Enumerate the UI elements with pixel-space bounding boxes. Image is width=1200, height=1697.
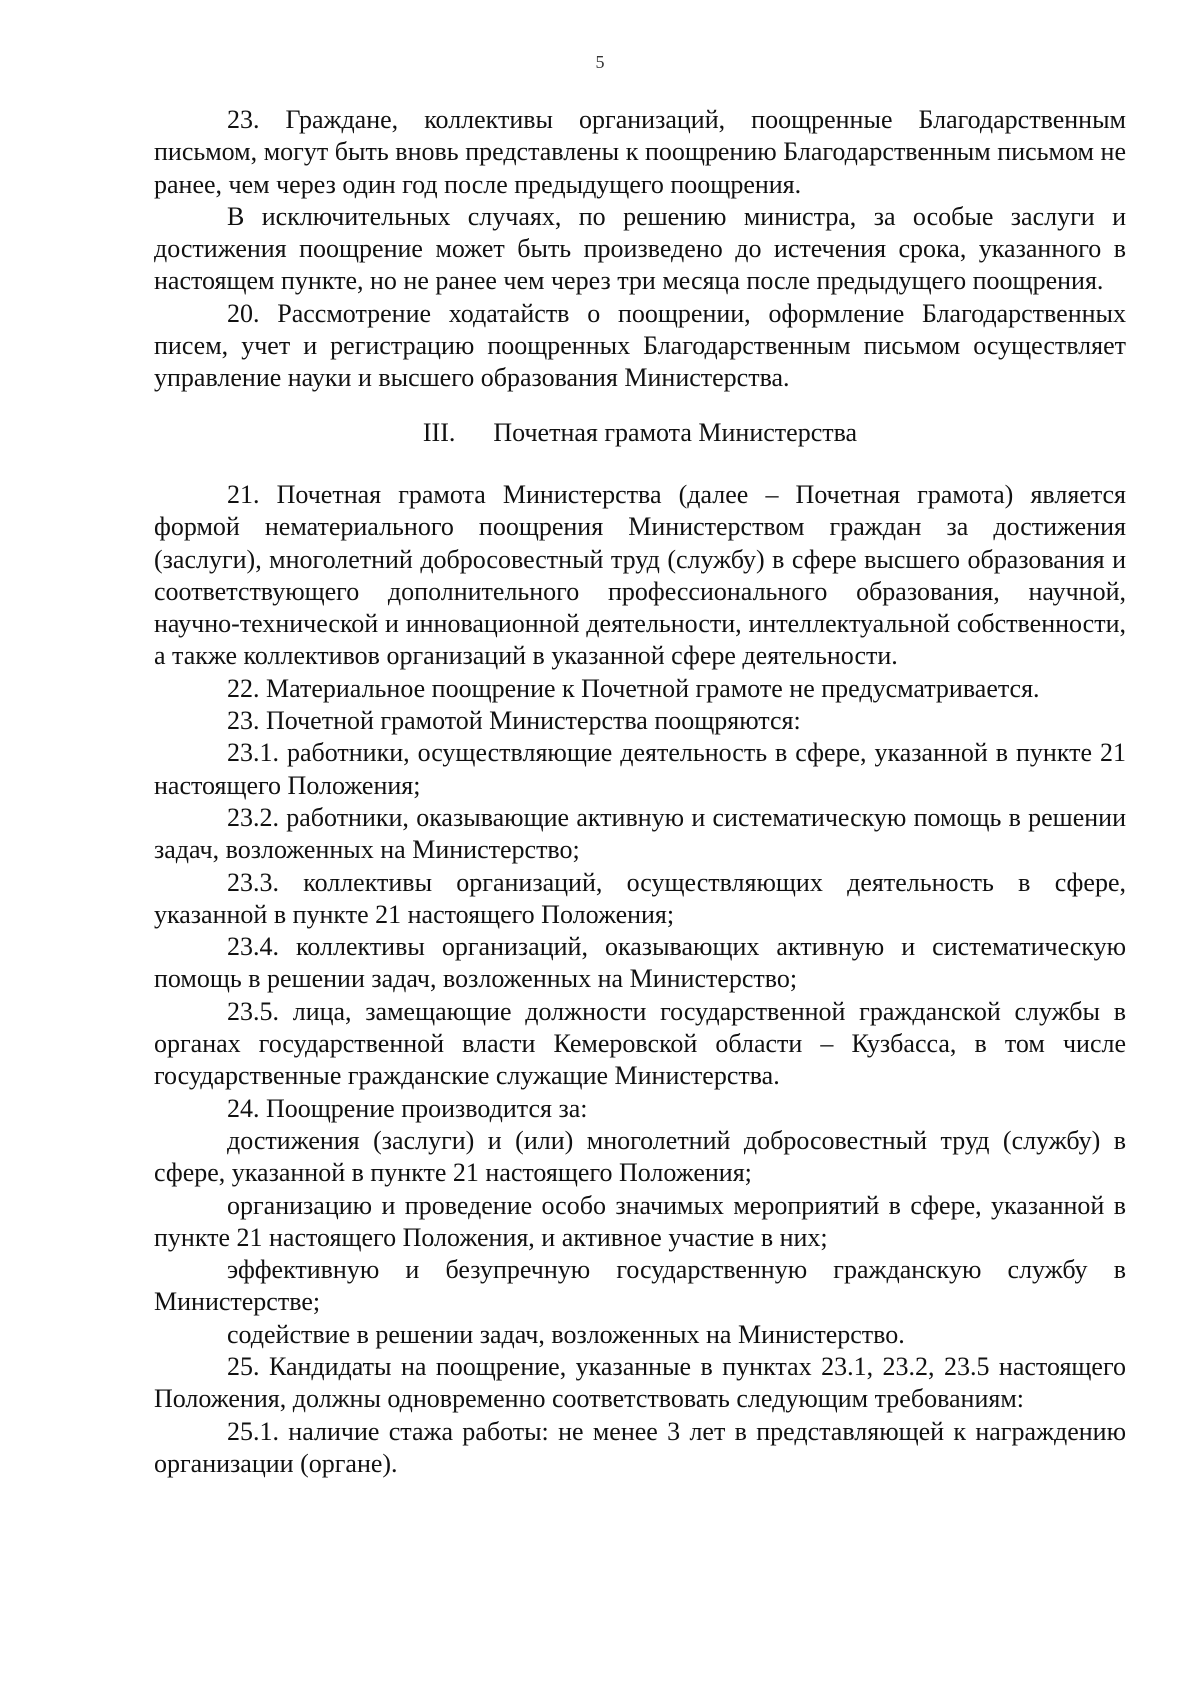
paragraph: 22. Материальное поощрение к Почетной грамоте не предусматривается. xyxy=(227,673,1040,703)
section-heading xyxy=(154,417,1126,449)
paragraph: содействие в решении задач, возложенных на Министерство. xyxy=(227,1319,905,1349)
paragraph: 23. Граждане, коллективы организаций, поощренные Благодарственным письмом, могут быть вновь представлены к поощрению Благодарственным письмом не ранее, чем через один год после предыдущего поощрения. xyxy=(154,105,1126,199)
paragraph: достижения (заслуги) и (или) многолетний добросовестный труд (службу) в сфере, указанной в пункте 21 настоящего Положения; xyxy=(154,1125,1126,1188)
paragraph: организацию и проведение особо значимых мероприятий в сфере, указанной в пункте 21 настоящего Положения, и активное участие в них; xyxy=(154,1190,1126,1252)
paragraph: 23.4. коллективы организаций, оказывающих активную и систематическую помощь в решении задач, возложенных на Министерство; xyxy=(154,932,1126,994)
paragraph: 25. Кандидаты на поощрение, указанные в пунктах 23.1, 23.2, 23.5 настоящего Положения, должны одновременно соответствовать следующим требованиям: xyxy=(154,1351,1126,1414)
section-title: Почетная грамота Министерства xyxy=(493,417,858,447)
paragraph: 24. Поощрение производится за: xyxy=(227,1093,588,1123)
paragraph: 23.5. лица, замещающие должности государственной гражданской службы в органах государственной власти Кемеровской области – Кузбасса, в том числе государственные гражданские служащие Министерства. xyxy=(154,996,1126,1091)
paragraph: 20. Рассмотрение ходатайств о поощрении, оформление Благодарственных писем, учет и регистрацию поощренных Благодарственным письмом осуществляет управление науки и высшего образования Министерства. xyxy=(154,298,1126,393)
paragraph: 23.3. коллективы организаций, осуществляющих деятельность в сфере, указанной в пункте 21 настоящего Положения; xyxy=(154,867,1126,929)
page-number: 5 xyxy=(595,52,605,72)
paragraph: 23.1. работники, осуществляющие деятельность в сфере, указанной в пункте 21 настоящего Положения; xyxy=(154,738,1126,800)
paragraph: 23. Почетной грамотой Министерства поощряются: xyxy=(227,706,801,736)
paragraph: 21. Почетная грамота Министерства (далее – Почетная грамота) является формой нематериального поощрения Министерством граждан за достижения (заслуги), многолетний добросовестный труд (службу) в сфере высшего образования и соответствующего дополнительного профессионального образования, научной, научно-технической и инновационной деятельности, интеллектуальной собственности, а также коллективов организаций в указанной сфере деятельности. xyxy=(154,479,1126,671)
section-number: III. xyxy=(422,417,456,447)
paragraph: В исключительных случаях, по решению министра, за особые заслуги и достижения поощрение может быть произведено до истечения срока, указанного в настоящем пункте, но не ранее чем через три месяца после предыдущего поощрения. xyxy=(154,201,1126,296)
paragraph: 25.1. наличие стажа работы: не менее 3 лет в представляющей к награждению организации (органе). xyxy=(154,1416,1126,1478)
paragraph: 23.2. работники, оказывающие активную и систематическую помощь в решении задач, возложенных на Министерство; xyxy=(154,802,1126,865)
paragraph: эффективную и безупречную государственную гражданскую службу в Министерстве; xyxy=(154,1255,1126,1317)
document-body xyxy=(154,104,1126,1480)
